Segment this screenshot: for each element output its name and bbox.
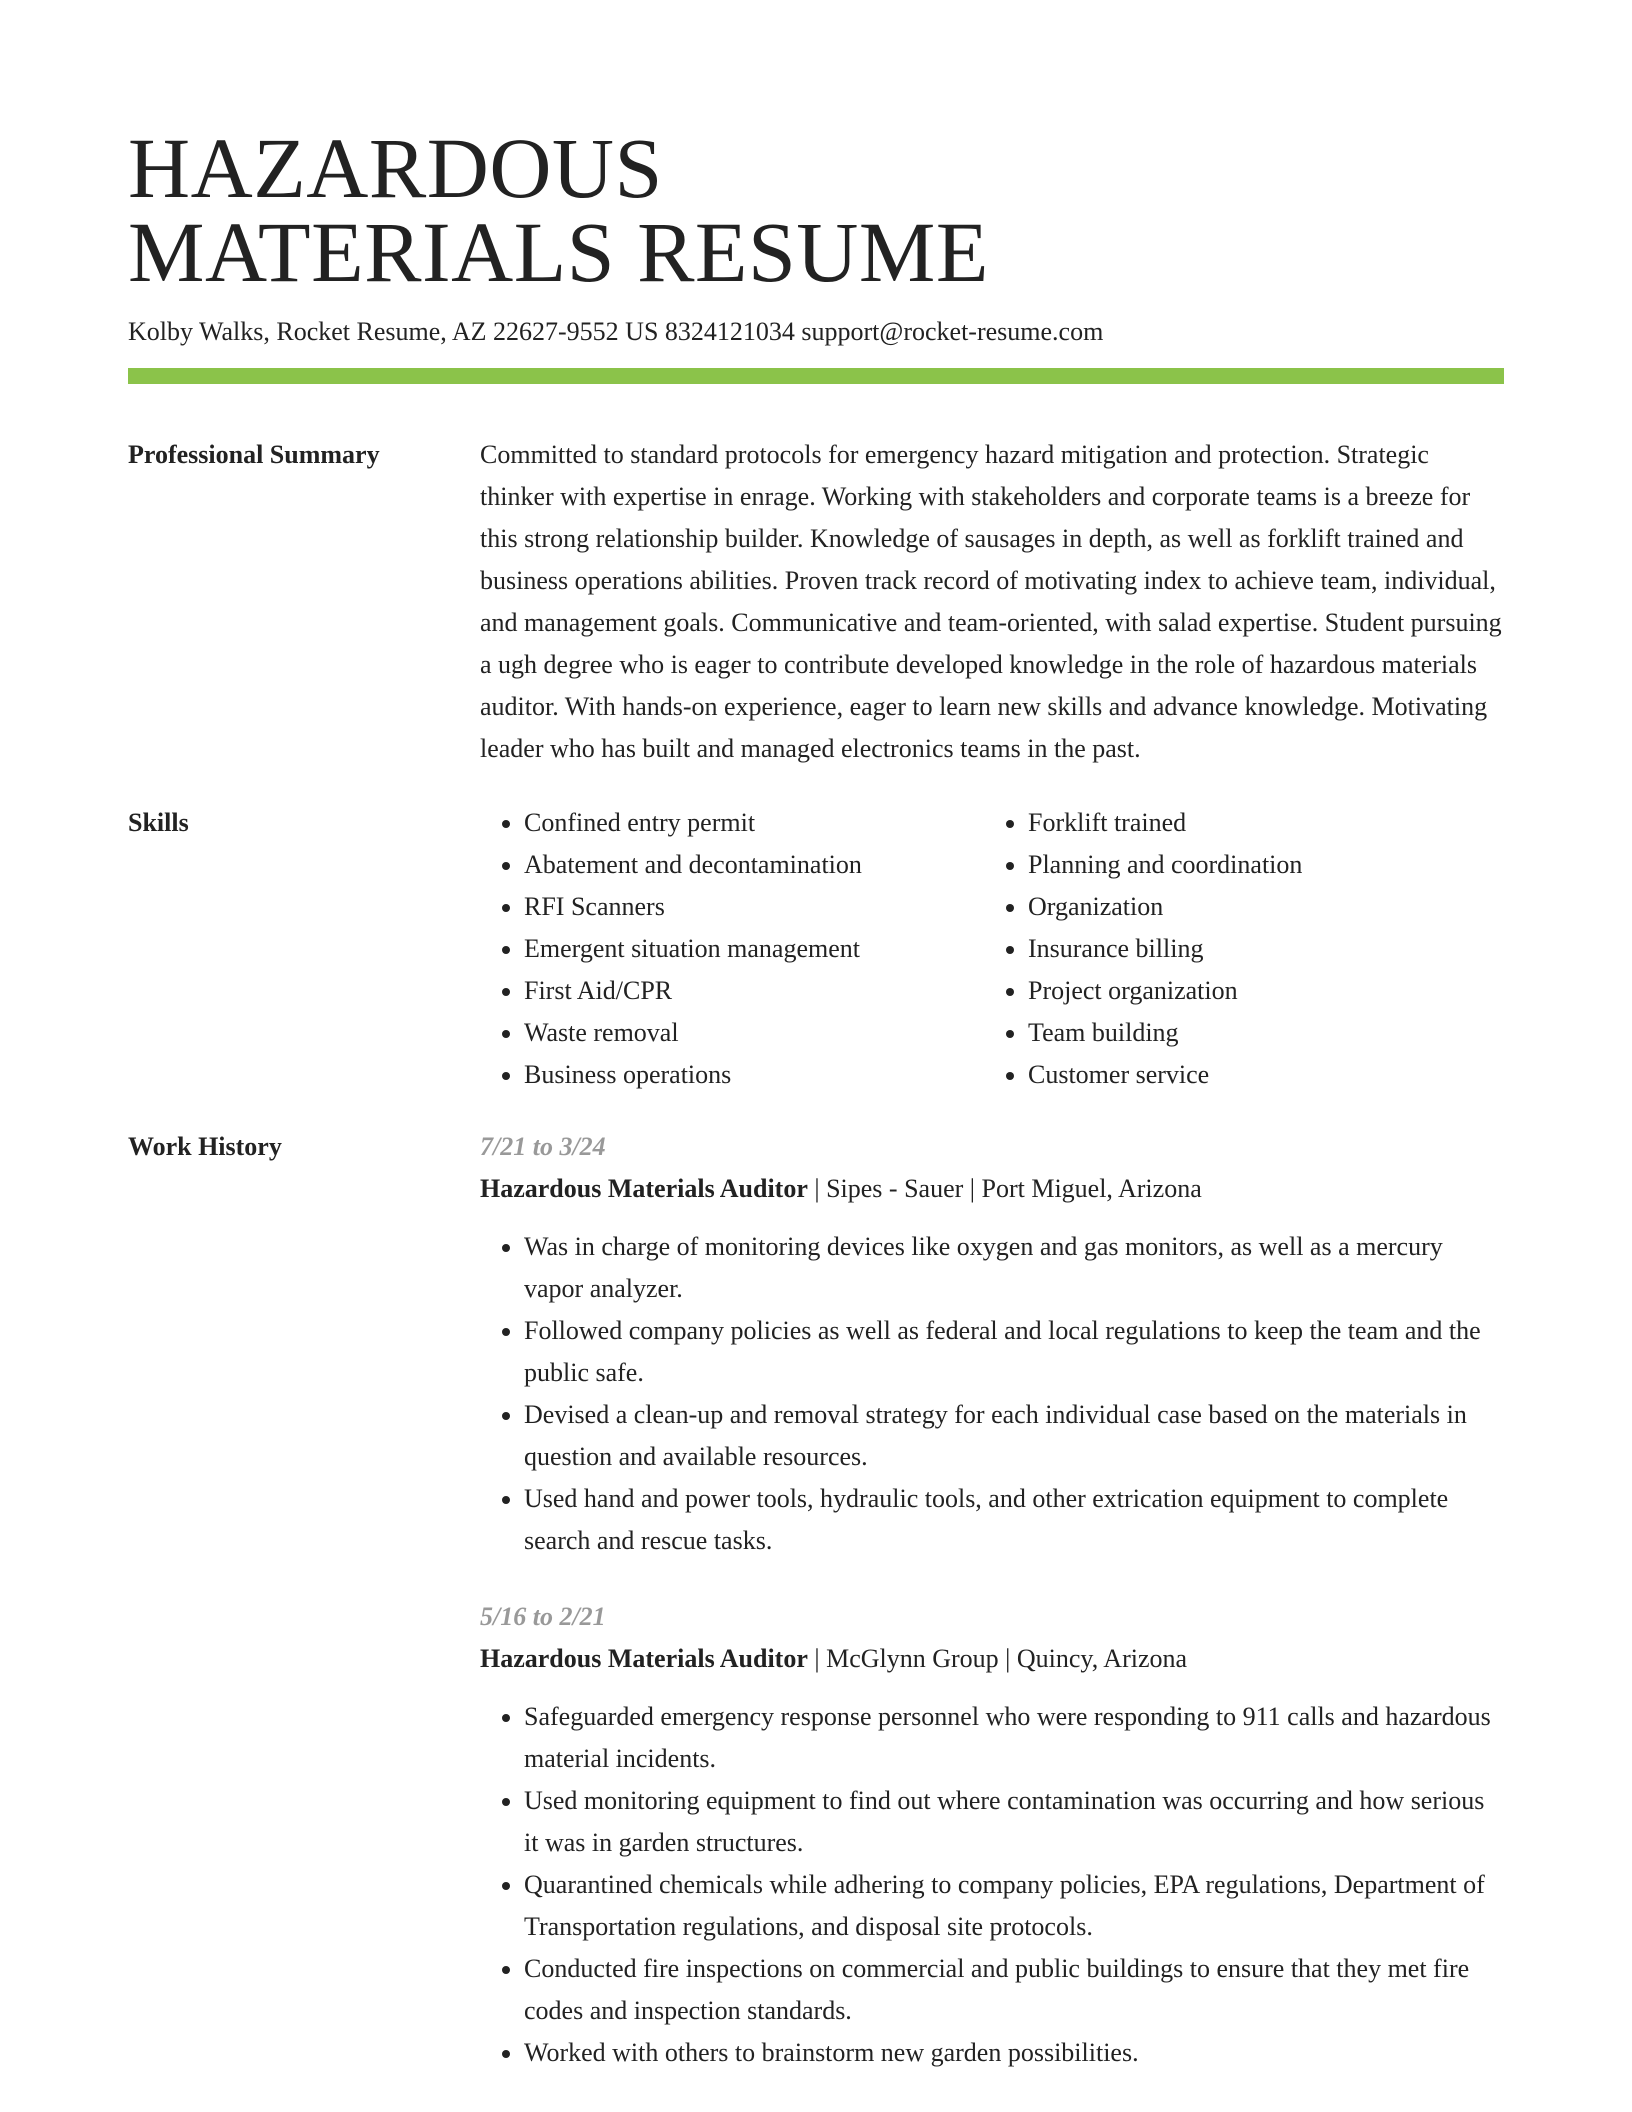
- job-bullet: • Quarantined chemicals while adhering to company policies, EPA regulations, Department of Transportation regulations, and disposal site protocols.: [524, 1864, 1504, 1948]
- skill-item: • Emergent situation management: [524, 928, 984, 970]
- section-label-summary: Professional Summary: [128, 440, 380, 469]
- skill-item: • Abatement and decontamination: [524, 844, 984, 886]
- job-entry: [480, 1126, 1504, 1562]
- skill-item: • Team building: [1028, 1012, 1488, 1054]
- section-label-skills: Skills: [128, 808, 189, 837]
- skill-item: • Insurance billing: [1028, 928, 1488, 970]
- skills-section: [128, 802, 1504, 1096]
- job-bullet: • Conducted fire inspections on commercial and public buildings to ensure that they met fire codes and inspection standards.: [524, 1948, 1504, 2032]
- skill-item: • Organization: [1028, 886, 1488, 928]
- accent-divider: [128, 368, 1504, 384]
- job-bullet: • Was in charge of monitoring devices like oxygen and gas monitors, as well as a mercury vapor analyzer.: [524, 1226, 1504, 1310]
- skills-list-left: [480, 802, 984, 1096]
- skill-item: • Customer service: [1028, 1054, 1488, 1096]
- skills-columns: [480, 802, 1504, 1096]
- skill-item: • Planning and coordination: [1028, 844, 1488, 886]
- contact-info: Kolby Walks, Rocket Resume, AZ 22627-9552 US 8324121034 support@rocket-resume.com: [128, 317, 1104, 346]
- job-bullet: • Safeguarded emergency response personnel who were responding to 911 calls and hazardous material incidents.: [524, 1696, 1504, 1780]
- skill-item: • Project organization: [1028, 970, 1488, 1012]
- skill-item: • Business operations: [524, 1054, 984, 1096]
- job-bullet: • Devised a clean-up and removal strategy for each individual case based on the materials in question and available resources.: [524, 1394, 1504, 1478]
- job-bullet: • Used hand and power tools, hydraulic tools, and other extrication equipment to complete search and rescue tasks.: [524, 1478, 1504, 1562]
- job-heading: [480, 1638, 1504, 1680]
- job-bullet-list: [480, 1226, 1504, 1562]
- job-dates: 7/21 to 3/24: [480, 1132, 606, 1161]
- skills-list-right: [984, 802, 1488, 1096]
- skill-item: • Waste removal: [524, 1012, 984, 1054]
- job-title: Hazardous Materials Auditor: [480, 1174, 808, 1203]
- job-heading: [480, 1168, 1504, 1210]
- skills-body: [480, 802, 1504, 1096]
- job-bullet: • Worked with others to brainstorm new garden possibilities.: [524, 2032, 1504, 2074]
- skill-item: • Forklift trained: [1028, 802, 1488, 844]
- professional-summary-section: [128, 434, 1504, 770]
- skill-item: • Confined entry permit: [524, 802, 984, 844]
- job-dates: 5/16 to 2/21: [480, 1602, 606, 1631]
- work-body: [480, 1126, 1504, 2074]
- job-title: Hazardous Materials Auditor: [480, 1644, 808, 1673]
- job-bullet: • Followed company policies as well as federal and local regulations to keep the team and the public safe.: [524, 1310, 1504, 1394]
- title-line-2: MATERIALS RESUME: [128, 204, 989, 300]
- resume-page: [128, 0, 1504, 2074]
- summary-body: [480, 434, 1504, 770]
- resume-title: [128, 0, 1504, 300]
- work-history-section: [128, 1126, 1504, 2074]
- skill-item: • First Aid/CPR: [524, 970, 984, 1012]
- section-label-work: Work History: [128, 1132, 282, 1161]
- skill-item: • RFI Scanners: [524, 886, 984, 928]
- summary-text: Committed to standard protocols for emergency hazard mitigation and protection. Strategic thinker with expertise in enrage. Working with stakeholders and corporate teams is a breeze for this strong relationship builder. Knowledge of sausages in depth, as well as forklift trained and business operations abilities. Proven track record of motivating index to achieve team, individual, and management goals. Communicative and team-oriented, with salad expertise. Student pursuing a ugh degree who is eager to contribute developed knowledge in the role of hazardous materials auditor. With hands-on experience, eager to learn new skills and advance knowledge. Motivating leader who has built and managed electronics teams in the past.: [480, 440, 1502, 763]
- title-line-1: HAZARDOUS: [128, 120, 663, 216]
- job-bullet-list: [480, 1696, 1504, 2074]
- job-bullet: • Used monitoring equipment to find out where contamination was occurring and how serious it was in garden structures.: [524, 1780, 1504, 1864]
- job-entry: [480, 1596, 1504, 2074]
- job-employer-location: | Sipes - Sauer | Port Miguel, Arizona: [807, 1174, 1202, 1203]
- job-employer-location: | McGlynn Group | Quincy, Arizona: [807, 1644, 1188, 1673]
